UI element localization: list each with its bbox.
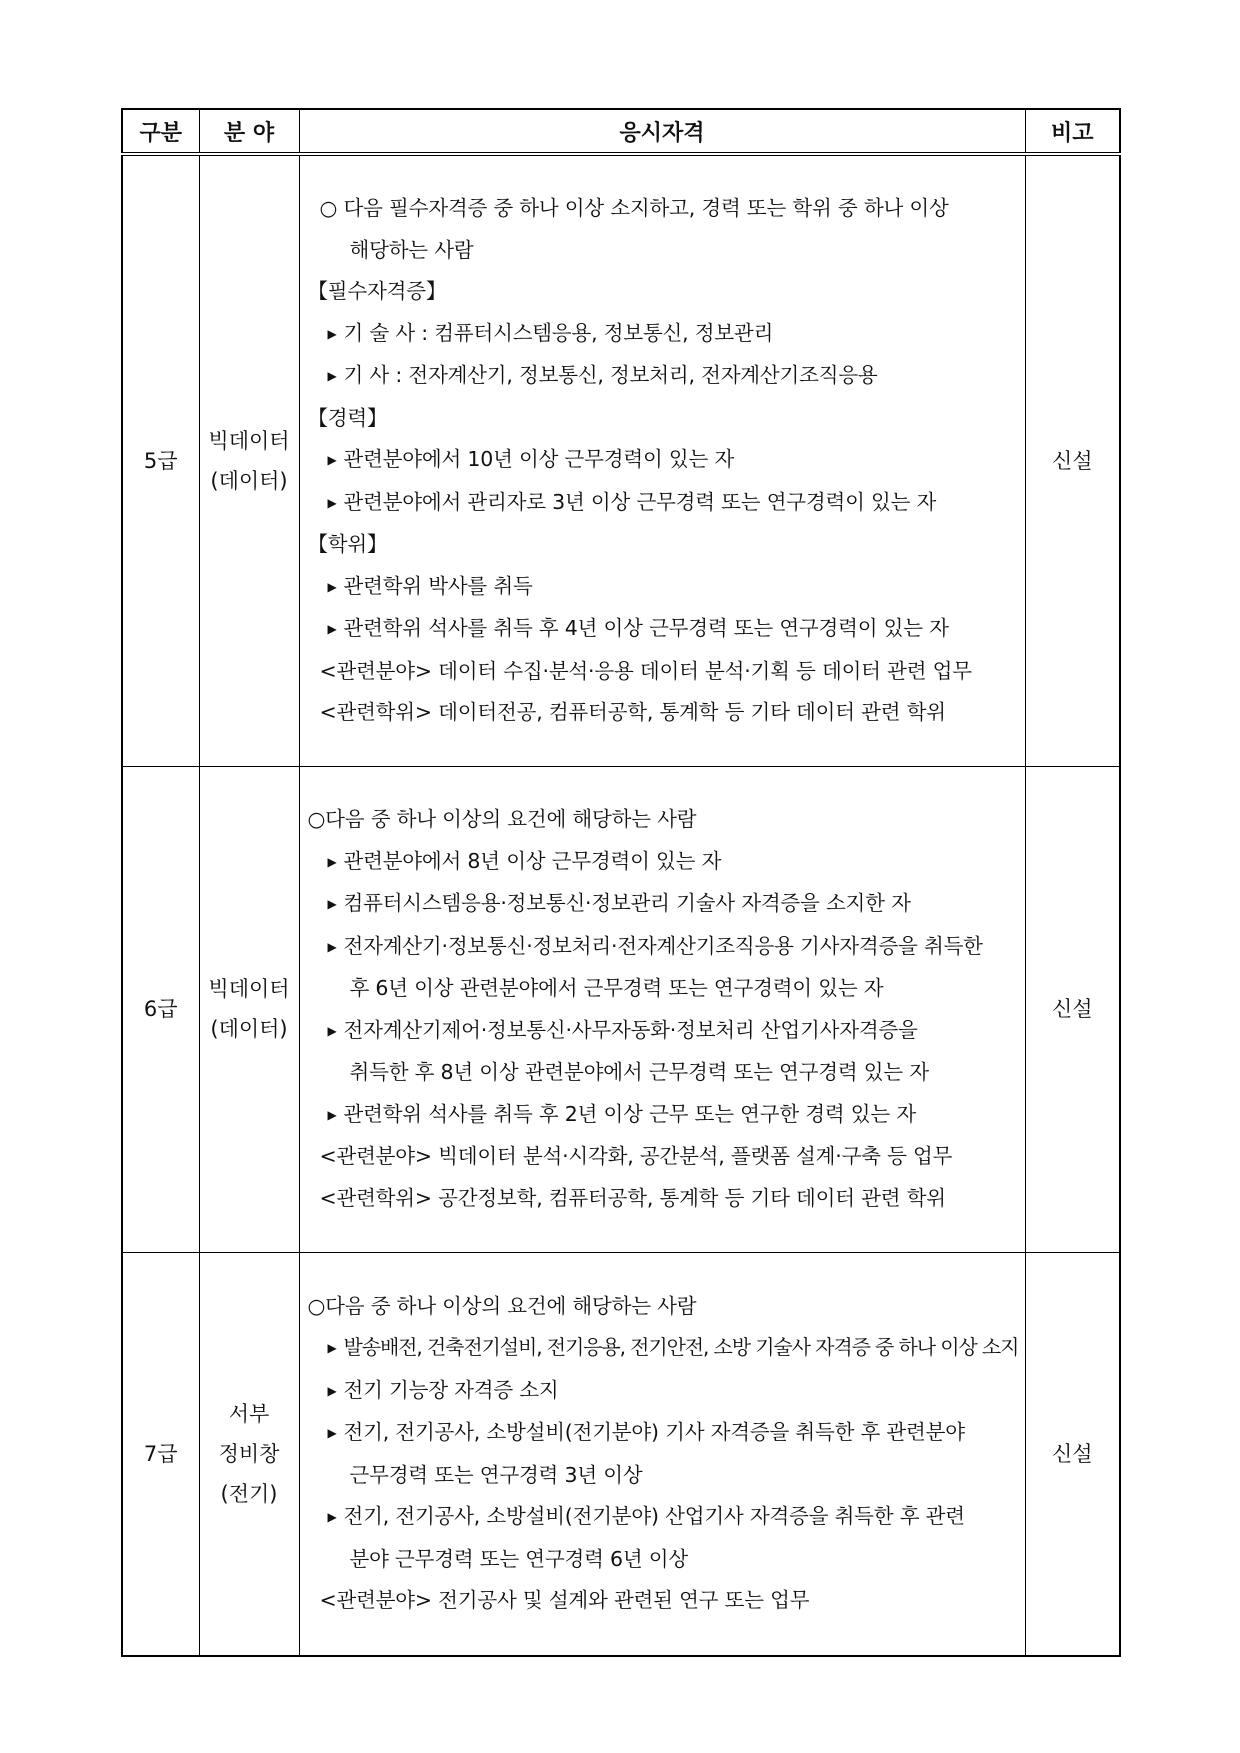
section-heading: 【필수자격증】 [307,279,447,303]
field-line: 빅데이터 [208,977,290,1001]
header-field: 분 야 [199,109,299,154]
grade-cell: 5급 [122,154,199,766]
qualification-line: ▶ 관련분야에서 10년 이상 근무경력이 있는 자 [308,439,1019,482]
field-cell [199,766,299,1252]
qualification-line: 취득한 후 8년 이상 관련분야에서 근무경력 또는 연구경력 있는 자 [349,1060,929,1084]
header-grade: 구분 [122,109,199,154]
qualification-line: ▶ 전자계산기제어·정보통신·사무자동화·정보처리 산업기사자격증을 [308,1010,1019,1053]
table-row [122,154,1120,766]
bullet-triangle-icon: ▶ [327,897,337,911]
bullet-triangle-icon: ▶ [327,453,337,467]
qualification-line: ▶ 기 술 사 : 컴퓨터시스템응용, 정보통신, 정보관리 [308,313,1019,356]
header-qualification: 응시자격 [299,109,1025,154]
table-row [122,766,1120,1252]
note-cell: 신설 [1025,154,1120,766]
qualification-line: ▶ 전기, 전기공사, 소방설비(전기분야) 기사 자격증을 취득한 후 관련분야 [308,1412,1019,1455]
qualification-line: ▶ 관련학위 석사를 취득 후 2년 이상 근무 또는 연구한 경력 있는 자 [308,1094,1019,1137]
section-heading: 【학위】 [307,532,388,556]
qualification-line: ▶ 관련학위 박사를 취득 [308,566,1019,609]
field-line: (전기) [220,1481,278,1506]
bullet-triangle-icon: ▶ [327,854,337,869]
section-heading: 【경력】 [307,405,388,430]
bullet-triangle-icon: ▶ [327,1510,337,1525]
bullet-triangle-icon: ▶ [327,579,337,594]
field-line: 빅데이터 [208,428,290,453]
field-line: 정비창 [218,1441,280,1466]
bullet-triangle-icon: ▶ [327,369,337,383]
field-cell [199,1252,299,1656]
bullet-triangle-icon: ▶ [327,939,337,954]
qualification-cell [299,154,1025,766]
bullet-triangle-icon: ▶ [327,1426,337,1441]
qualification-line: 후 6년 이상 관련분야에서 근무경력 또는 연구경력이 있는 자 [349,976,884,1000]
header-note: 비고 [1025,109,1120,154]
qualification-cell [299,1252,1025,1656]
qualification-line: ○ 다음 필수자격증 중 하나 이상 소지하고, 경력 또는 학위 중 하나 이상 [319,196,949,220]
field-line: 서부 [228,1401,270,1426]
grade-cell: 6급 [122,766,199,1252]
bullet-triangle-icon: ▶ [327,326,337,341]
qualification-table [121,108,1121,1657]
qualification-line: 근무경력 또는 연구경력 3년 이상 [349,1462,643,1487]
bullet-triangle-icon: ▶ [327,622,337,636]
bullet-triangle-icon: ▶ [327,1023,337,1038]
grade-cell: 7급 [122,1252,199,1656]
qualification-line: ▶ 관련분야에서 관리자로 3년 이상 근무경력 또는 연구경력이 있는 자 [308,482,1019,525]
bullet-triangle-icon: ▶ [327,1341,336,1356]
qualification-line: ○다음 중 하나 이상의 요건에 해당하는 사람 [307,1293,697,1318]
related-field-line: <관련분야> 데이터 수집·분석·응용 데이터 분석·기획 등 데이터 관련 업무 [319,658,972,683]
table-row [122,1252,1120,1656]
bullet-triangle-icon: ▶ [327,495,337,510]
related-field-line: <관련분야> 전기공사 및 설계와 관련된 연구 또는 업무 [319,1588,810,1613]
header-row [122,109,1120,154]
related-degree-line: <관련학위> 데이터전공, 컴퓨터공학, 통계학 등 기타 데이터 관련 학위 [319,700,946,724]
field-cell [199,154,299,766]
related-degree-line: <관련학위> 공간정보학, 컴퓨터공학, 통계학 등 기타 데이터 관련 학위 [319,1185,946,1210]
qualification-line: ▶ 전자계산기·정보통신·정보처리·전자계산기조직응용 기사자격증을 취득한 [308,926,1019,969]
qualification-line: 분야 근무경력 또는 연구경력 6년 이상 [349,1546,688,1571]
related-field-line: <관련분야> 빅데이터 분석·시각화, 공간분석, 플랫폼 설계·구축 등 업무 [319,1144,953,1168]
qualification-line: ▶ 기 사 : 전자계산기, 정보통신, 정보처리, 전자계산기조직응용 [308,355,1019,398]
qualification-line: ▶ 전기, 전기공사, 소방설비(전기분야) 산업기사 자격증을 취득한 후 관련 [308,1496,1019,1539]
note-cell: 신설 [1025,1252,1120,1656]
qualification-line: 해당하는 사람 [349,237,474,262]
qualification-cell [299,766,1025,1252]
qualification-line: ▶ 컴퓨터시스템응용·정보통신·정보관리 기술사 자격증을 소지한 자 [308,883,1019,926]
bullet-triangle-icon: ▶ [327,1107,337,1122]
field-line: (데이터) [210,1017,288,1041]
qualification-line: ▶ 전기 기능장 자격증 소지 [308,1370,1019,1413]
qualification-line: ○다음 중 하나 이상의 요건에 해당하는 사람 [307,807,697,831]
qualification-line: ▶ 관련분야에서 8년 이상 근무경력이 있는 자 [308,841,1019,884]
field-line: (데이터) [210,468,288,493]
qualification-line: ▶ 관련학위 석사를 취득 후 4년 이상 근무경력 또는 연구경력이 있는 자 [308,608,1019,651]
note-cell: 신설 [1025,766,1120,1252]
bullet-triangle-icon: ▶ [327,1383,337,1398]
qualification-line: ▶ 발송배전, 건축전기설비, 전기응용, 전기안전, 소방 기술사 자격증 중 하나 이상 소지 [308,1327,1019,1370]
